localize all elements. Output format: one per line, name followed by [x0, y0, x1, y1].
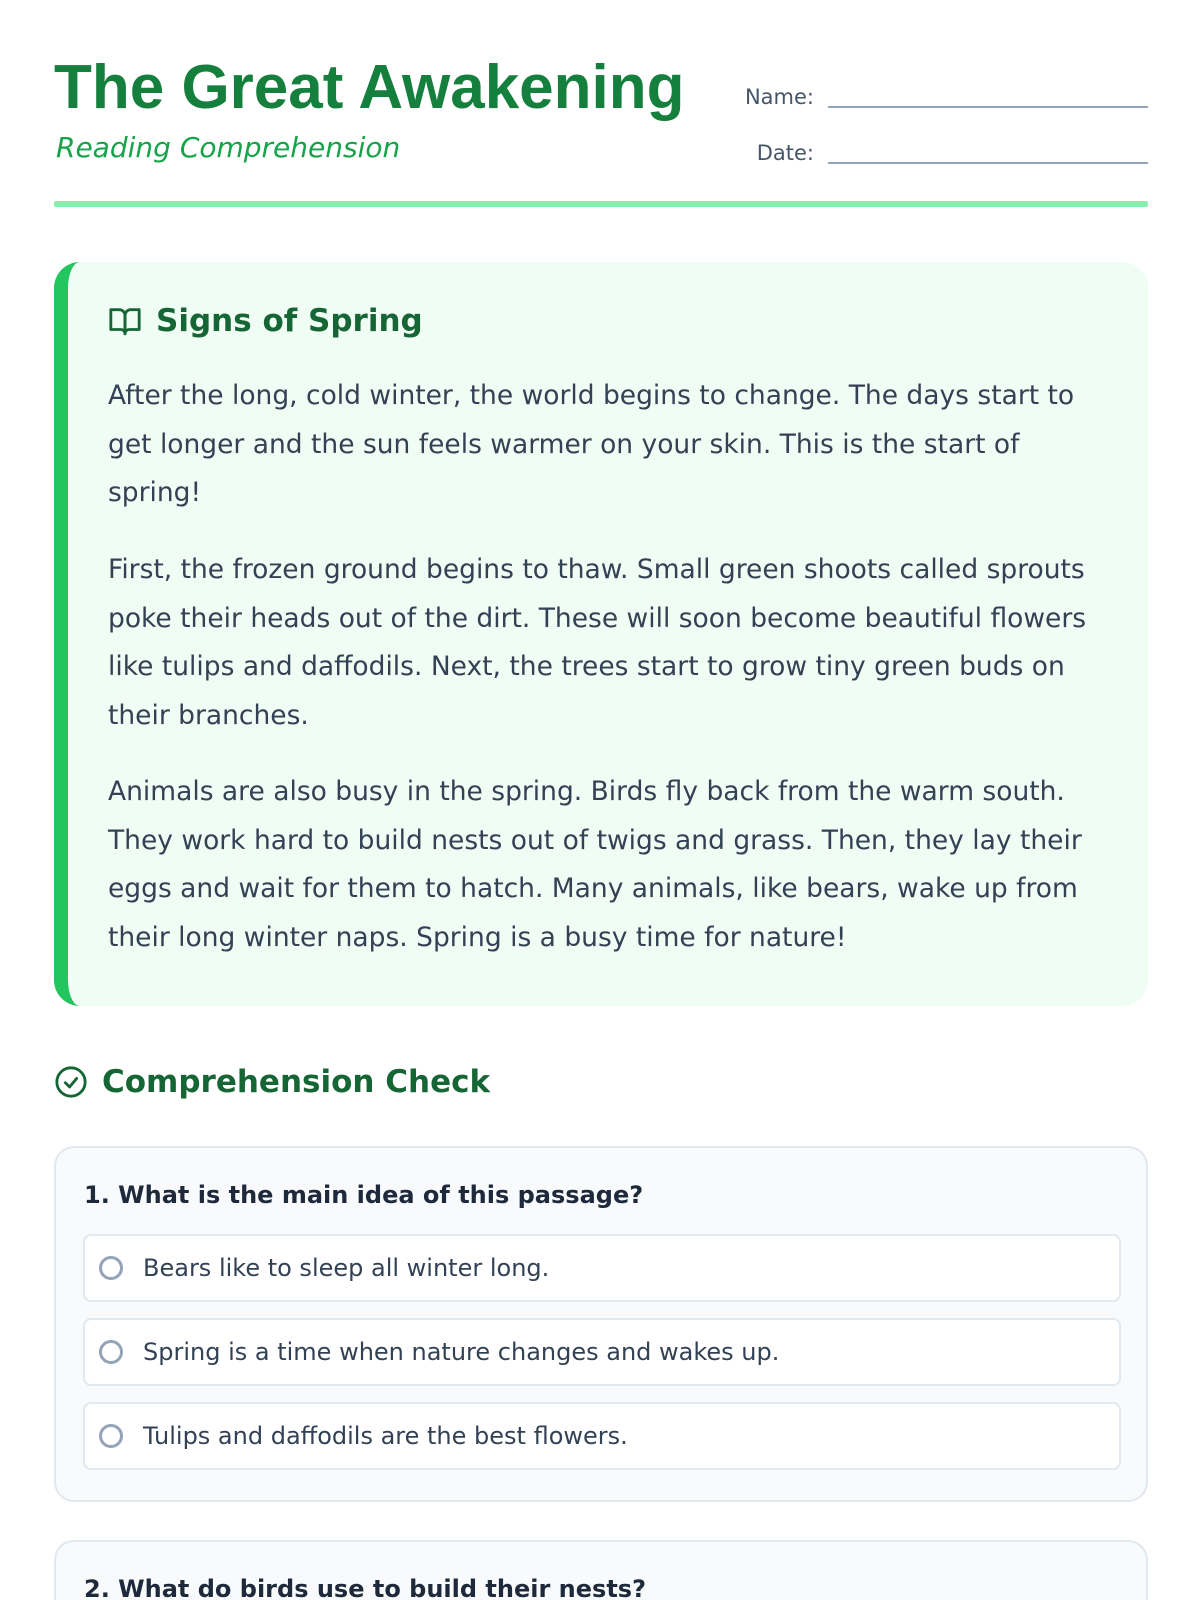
story-heading: [108, 300, 423, 342]
worksheet-title: The Great Awakening: [54, 53, 685, 122]
date-line[interactable]: [828, 162, 1148, 164]
date-label: Date:: [756, 141, 814, 165]
answer-option[interactable]: [83, 1318, 1121, 1386]
story-paragraph-2: First, the frozen ground begins to thaw. Small green shoots called sprouts poke their heads out of the dirt. These will soon become beautiful flowers like tulips and daffodils. Next, the trees start to grow tiny green buds on their branches.: [108, 554, 1087, 731]
story-paragraph-3: Animals are also busy in the spring. Birds fly back from the warm south. They work hard to build nests out of twigs and grass. Then, they lay their eggs and wait for them to hatch. Many animals, like bears, wake up from their long winter naps. Spring is a busy time for nature!: [108, 776, 1082, 953]
question-2-text: 2. What do birds use to build their nests?: [84, 1575, 646, 1600]
story-title: Signs of Spring: [156, 303, 423, 339]
answer-option[interactable]: [83, 1234, 1121, 1302]
book-open-icon: [108, 304, 142, 338]
radio-button[interactable]: [99, 1340, 123, 1364]
answer-option-label: Spring is a time when nature changes and wakes up.: [143, 1338, 780, 1366]
question-card-1: [54, 1146, 1148, 1502]
radio-button[interactable]: [99, 1256, 123, 1280]
answer-option-label: Tulips and daffodils are the best flowers.: [143, 1422, 628, 1450]
worksheet-header: [54, 48, 1148, 208]
comprehension-title: Comprehension Check: [102, 1064, 491, 1100]
answer-option[interactable]: [83, 1402, 1121, 1470]
name-line[interactable]: [828, 106, 1148, 108]
date-field[interactable]: [734, 138, 1148, 168]
header-divider: [54, 201, 1148, 207]
answer-option-label: Bears like to sleep all winter long.: [143, 1254, 550, 1282]
question-1-text: 1. What is the main idea of this passage?: [84, 1181, 644, 1209]
name-label: Name:: [744, 85, 814, 109]
worksheet-subtitle: Reading Comprehension: [56, 131, 401, 164]
name-field[interactable]: [734, 82, 1148, 112]
story-paragraph-1: After the long, cold winter, the world begins to change. The days start to get longer and the sun feels warmer on your skin. This is the start of spring!: [108, 380, 1075, 508]
comprehension-heading: [54, 1060, 490, 1104]
question-card-2: [54, 1540, 1148, 1600]
radio-button[interactable]: [99, 1424, 123, 1448]
check-circle-icon: [54, 1065, 88, 1099]
